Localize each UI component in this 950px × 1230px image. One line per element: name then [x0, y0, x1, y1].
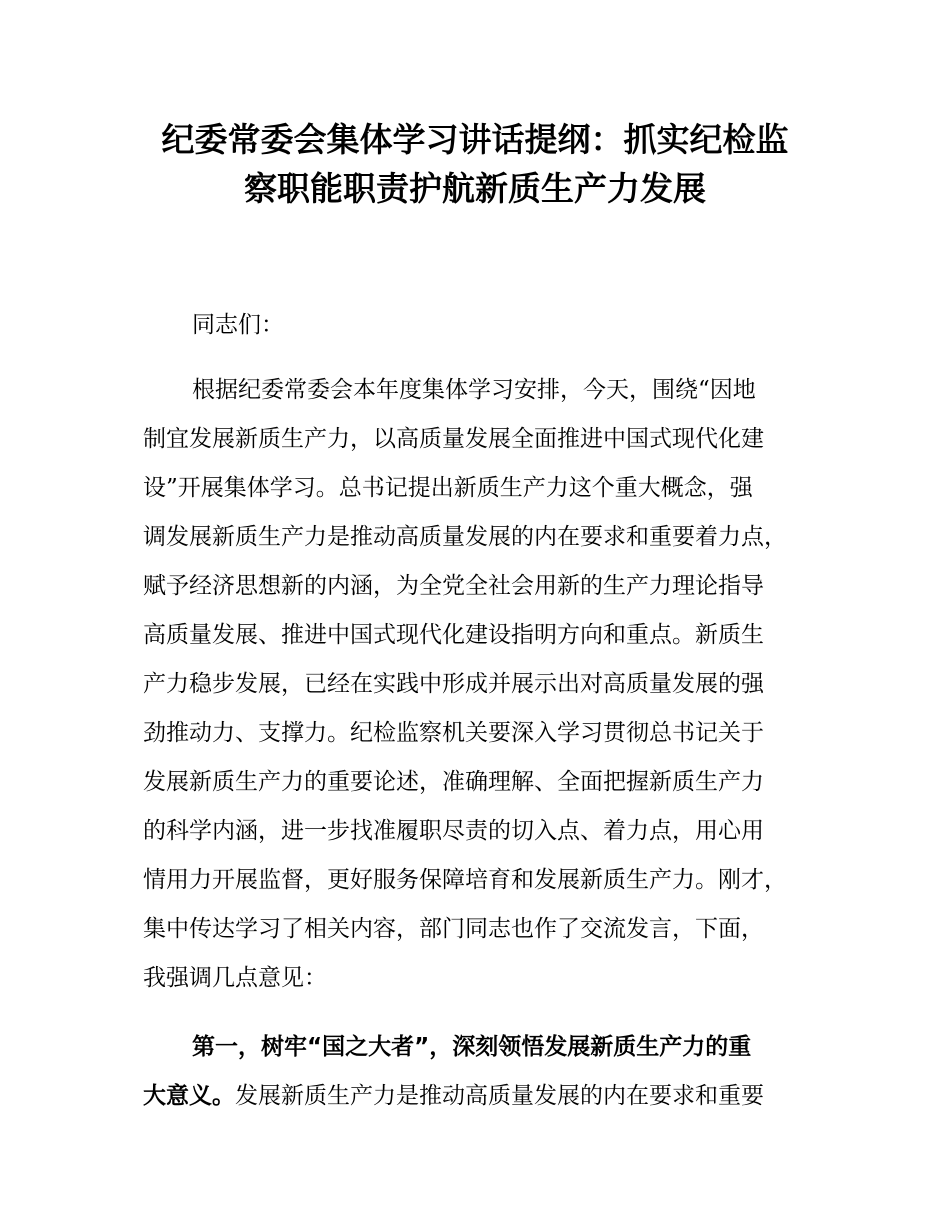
paragraph-line: 赋予经济思想新的内涵，为全党全社会用新的生产力理论指导	[143, 573, 764, 599]
paragraph-line: 调发展新质生产力是推动高质量发展的内在要求和重要着力点，	[143, 524, 787, 550]
paragraph-line: 劲推动力、支撑力。纪检监察机关要深入学习贯彻总书记关于	[143, 720, 764, 746]
document-title-line-2: 察职能职责护航新质生产力发展	[244, 169, 706, 208]
paragraph-line: 情用力开展监督，更好服务保障培育和发展新质生产力。刚才，	[143, 867, 787, 893]
paragraph-line: 的科学内涵，进一步找准履职尽责的切入点、着力点，用心用	[143, 818, 764, 844]
paragraph-line: 根据纪委常委会本年度集体学习安排，今天，围绕“因地	[192, 377, 756, 403]
paragraph-line: 设”开展集体学习。总书记提出新质生产力这个重大概念，强	[143, 475, 753, 501]
paragraph-line: 制宜发展新质生产力，以高质量发展全面推进中国式现代化建	[143, 426, 764, 452]
paragraph-line: 发展新质生产力的重要论述，准确理解、全面把握新质生产力	[143, 769, 764, 795]
paragraph-line: 我强调几点意见：	[143, 965, 327, 991]
paragraph-line: 产力稳步发展，已经在实践中形成并展示出对高质量发展的强	[143, 671, 764, 697]
section-1-heading: 第一，树牢“国之大者”，深刻领悟发展新质生产力的重	[192, 1034, 752, 1060]
section-1-heading-end: 大意义。	[143, 1083, 235, 1109]
salutation: 同志们：	[192, 312, 284, 338]
paragraph-line: 集中传达学习了相关内容，部门同志也作了交流发言，下面，	[143, 916, 764, 942]
section-1-line-2	[143, 1076, 764, 1116]
section-1-body-text: 发展新质生产力是推动高质量发展的内在要求和重要	[235, 1083, 764, 1109]
document-title-line-1: 纪委常委会集体学习讲话提纲：抓实纪检监	[161, 120, 789, 159]
paragraph-line: 高质量发展、推进中国式现代化建设指明方向和重点。新质生	[143, 622, 764, 648]
